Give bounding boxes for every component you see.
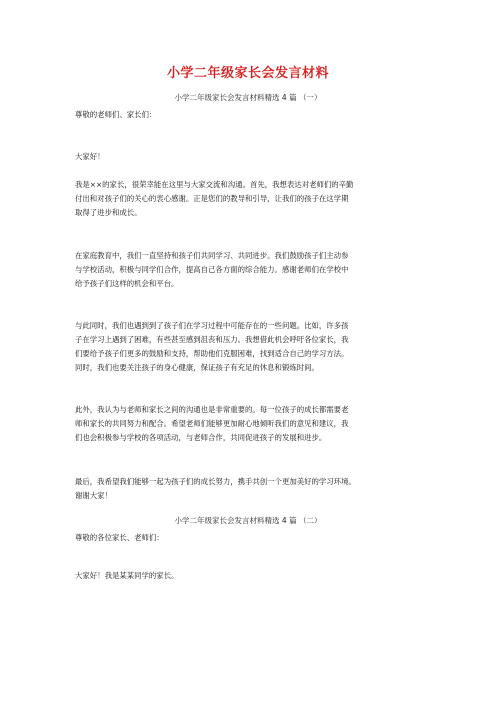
section-2-greeting: 大家好！我是某某同学的家长。 xyxy=(75,571,179,580)
paragraph-5-line: 谢谢大家！ xyxy=(75,491,112,500)
paragraph-1-line: 我是××的家长，很荣幸能在这里与大家交流和沟通。首先，我想表达对老师们的辛勤 xyxy=(75,180,354,189)
paragraph-3-line: 同时，我们也要关注孩子的身心健康，保证孩子有充足的休息和锻炼时间。 xyxy=(75,363,319,372)
paragraph-3-line: 与此同时，我们也遇到到了孩子们在学习过程中可能存在的一些问题。比如，许多孩 xyxy=(75,321,349,330)
paragraph-1-line: 取得了进步和成长。 xyxy=(75,208,142,217)
section-1-salutation: 尊敬的老师们、家长们： xyxy=(75,110,157,119)
paragraph-2-line: 与学校活动，积极与同学们合作，提高自己各方面的综合能力。感谢老师们在学校中 xyxy=(75,265,349,274)
section-1-heading: 小学二年级家长会发言材料精选 4 篇 （一） xyxy=(174,93,322,102)
paragraph-3-line: 们要给予孩子们更多的鼓励和支持，帮助他们克服困难，找到适合自己的学习方法。 xyxy=(75,349,349,358)
paragraph-4-line: 此外，我认为与老师和家长之间的沟通也是非常重要的。每一位孩子的成长都需要老 xyxy=(75,405,349,414)
paragraph-2-line: 给予孩子们这样的机会和平台。 xyxy=(75,279,179,288)
section-2-salutation: 尊敬的各位家长、老师们： xyxy=(75,533,164,542)
paragraph-2-line: 在家庭教育中，我们一直坚持和孩子们共同学习、共同进步。我们鼓励孩子们主动参 xyxy=(75,251,349,260)
paragraph-3-line: 子在学习上遇到了困难，有些甚至感到沮丧和压力。我想借此机会呼吁各位家长，我 xyxy=(75,335,349,344)
paragraph-5-line: 最后，我希望我们能够一起为孩子们的成长努力，携手共创一个更加美好的学习环境。 xyxy=(75,477,356,486)
paragraph-1-line: 付出和对孩子们的关心的衷心感谢。正是您们的教导和引导，让我们的孩子在这学期 xyxy=(75,194,349,203)
section-1-greeting: 大家好！ xyxy=(75,152,105,161)
paragraph-4-line: 师和家长的共同努力和配合。希望老师们能够更加耐心地倾听我们的意见和建议，我 xyxy=(75,419,349,428)
section-2-heading: 小学二年级家长会发言材料精选 4 篇 （二） xyxy=(174,516,322,525)
paragraph-4-line: 们也会积极参与学校的各项活动，与老师合作，共同促进孩子的发展和进步。 xyxy=(75,433,327,442)
document-title: 小学二年级家长会发言材料 xyxy=(166,66,329,81)
